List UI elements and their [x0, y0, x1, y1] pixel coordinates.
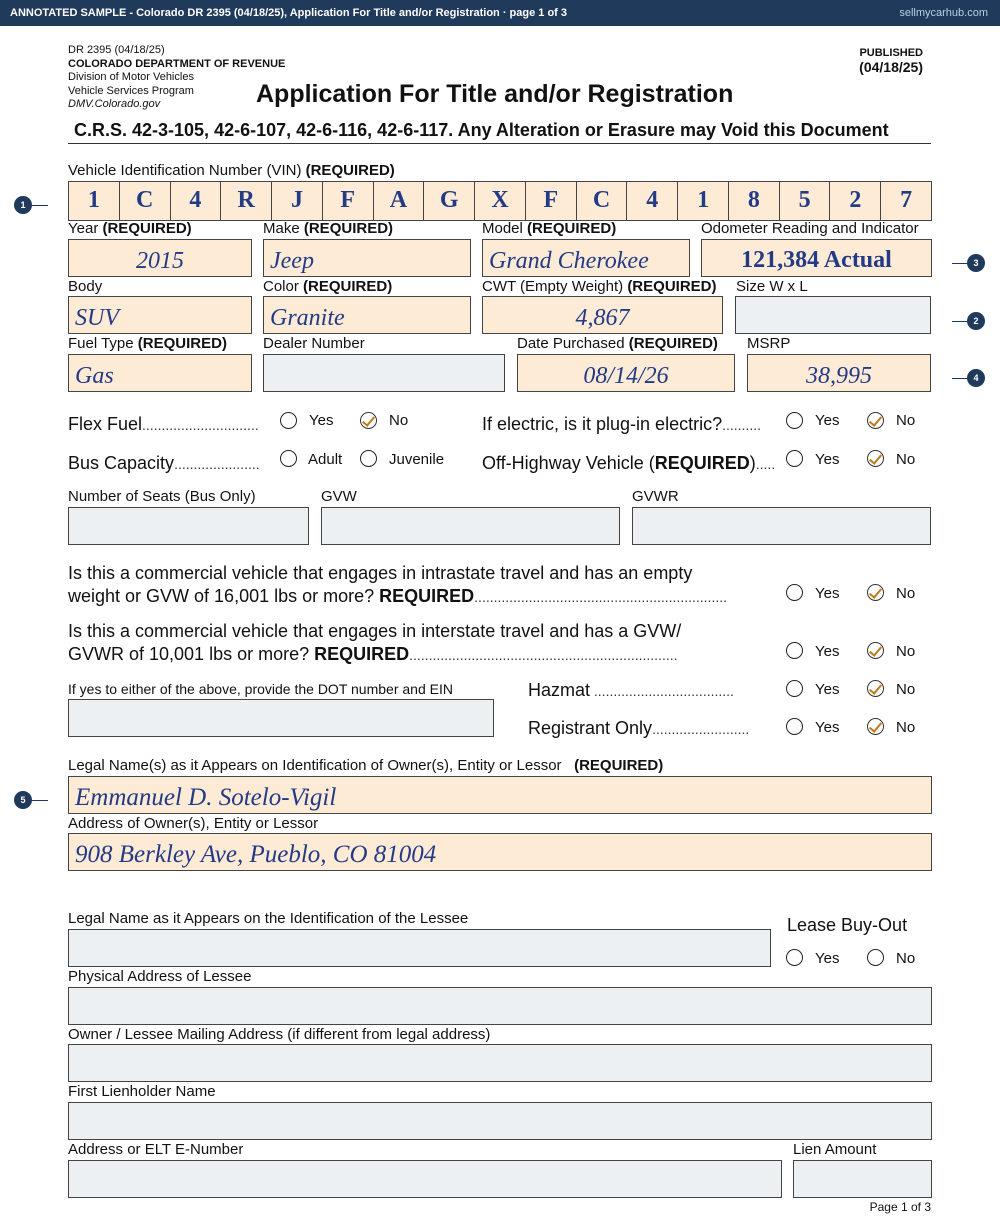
annotation-marker-4[interactable]: 4: [967, 369, 985, 387]
fuel-label: Fuel Type (REQUIRED): [68, 335, 227, 352]
dealer-field[interactable]: [263, 354, 505, 392]
flex-fuel-yes-label: Yes: [309, 412, 334, 429]
date-purchased-value: 08/14/26: [583, 363, 669, 389]
msrp-label: MSRP: [747, 335, 791, 352]
flex-fuel-no-label: No: [389, 412, 409, 429]
annotation-marker-5[interactable]: 5: [14, 791, 32, 809]
form-number: DR 2395 (04/18/25): [68, 44, 165, 56]
banner-title: ANNOTATED SAMPLE - Colorado DR 2395 (04/18/25), Application For Title and/or Registration · page 1 of 3: [10, 7, 568, 19]
body-label: Body: [68, 278, 103, 295]
vin-char-cell[interactable]: C: [577, 182, 628, 220]
gvwr-label: GVWR: [632, 488, 679, 505]
msrp-field[interactable]: [747, 354, 931, 392]
dealer-label: Dealer Number: [263, 335, 365, 352]
annotation-leader-3: [952, 263, 967, 264]
interstate-no-radio[interactable]: [867, 642, 884, 659]
header-divider: [68, 143, 931, 144]
vin-char-cell[interactable]: 8: [729, 182, 780, 220]
flex-fuel-yes-radio[interactable]: [280, 412, 297, 429]
plug-in-yes-label: Yes: [815, 412, 840, 429]
registrant-no-label: No: [896, 719, 916, 736]
lease-buyout-yes-radio[interactable]: [786, 949, 803, 966]
vin-char-cell[interactable]: R: [221, 182, 272, 220]
interstate-no-label: No: [896, 643, 916, 660]
year-label: Year (REQUIRED): [68, 220, 192, 237]
vin-char-cell[interactable]: G: [424, 182, 475, 220]
year-value: 2015: [136, 248, 184, 274]
annotation-leader-5: [32, 800, 48, 801]
lien-amount-label: Lien Amount: [793, 1141, 877, 1158]
hazmat-no-label: No: [896, 681, 916, 698]
color-label: Color (REQUIRED): [263, 278, 393, 295]
cwt-field[interactable]: [482, 296, 723, 334]
lease-buyout-no-radio[interactable]: [867, 949, 884, 966]
bus-juvenile-label: Juvenile: [389, 451, 445, 468]
flex-fuel-question: Flex Fuel..............................: [68, 414, 259, 434]
page-title: Application For Title and/or Registration: [256, 80, 734, 108]
make-value: Jeep: [270, 248, 314, 274]
off-highway-yes-radio[interactable]: [786, 450, 803, 467]
vin-char-cell[interactable]: 1: [69, 182, 120, 220]
published-date: (04/18/25): [859, 59, 923, 75]
lien-address-field[interactable]: [68, 1160, 782, 1198]
color-value: Granite: [270, 305, 345, 331]
lease-buyout-yes-label: Yes: [815, 950, 840, 967]
lease-buyout-label: Lease Buy-Out: [787, 915, 908, 935]
hazmat-yes-label: Yes: [815, 681, 840, 698]
hazmat-yes-radio[interactable]: [786, 680, 803, 697]
lienholder-name-field[interactable]: [68, 1102, 932, 1140]
vin-char-cell[interactable]: F: [526, 182, 577, 220]
interstate-yes-radio[interactable]: [786, 642, 803, 659]
bus-adult-radio[interactable]: [280, 450, 297, 467]
odometer-field[interactable]: [701, 239, 932, 277]
intrastate-yes-label: Yes: [815, 585, 840, 602]
vin-char-cell[interactable]: 2: [830, 182, 881, 220]
top-banner: [0, 0, 1000, 26]
vin-field[interactable]: [68, 181, 932, 221]
off-highway-yes-label: Yes: [815, 451, 840, 468]
owner-address-value: 908 Berkley Ave, Pueblo, CO 81004: [75, 841, 437, 868]
dot-ein-label: If yes to either of the above, provide the DOT number and EIN: [68, 681, 453, 697]
bus-adult-label: Adult: [308, 451, 343, 468]
program-name: Vehicle Services Program: [68, 84, 194, 97]
fuel-value: Gas: [75, 363, 114, 389]
registrant-yes-label: Yes: [815, 719, 840, 736]
model-label: Model (REQUIRED): [482, 220, 617, 237]
agency-block: [68, 44, 285, 112]
gvw-field[interactable]: [321, 507, 620, 545]
body-field[interactable]: [68, 296, 252, 334]
cwt-label: CWT (Empty Weight) (REQUIRED): [482, 278, 717, 295]
seats-field[interactable]: [68, 507, 309, 545]
owner-name-field[interactable]: [68, 776, 932, 814]
plug-in-yes-radio[interactable]: [786, 412, 803, 429]
off-highway-no-radio[interactable]: [867, 450, 884, 467]
model-value: Grand Cherokee: [489, 248, 649, 274]
vin-char-cell[interactable]: 4: [627, 182, 678, 220]
owner-name-value: Emmanuel D. Sotelo-Vigil: [75, 784, 337, 811]
plug-in-no-label: No: [896, 412, 916, 429]
off-highway-question: Off-Highway Vehicle (REQUIRED).....: [482, 453, 776, 473]
mailing-address-label: Owner / Lessee Mailing Address (if different from legal address): [68, 1026, 491, 1043]
hazmat-question: Hazmat ....................................: [528, 680, 734, 700]
department-name: COLORADO DEPARTMENT OF REVENUE: [68, 57, 286, 70]
color-field[interactable]: [263, 296, 471, 334]
owner-name-label: Legal Name(s) as it Appears on Identification of Owner(s), Entity or Lessor (REQUIRED): [68, 757, 664, 774]
mailing-address-field[interactable]: [68, 1044, 932, 1082]
plug-in-no-radio[interactable]: [867, 412, 884, 429]
off-highway-no-label: No: [896, 451, 916, 468]
annotation-leader-2: [952, 321, 967, 322]
cwt-value: 4,867: [575, 305, 630, 331]
date-purchased-label: Date Purchased (REQUIRED): [517, 335, 718, 352]
dot-ein-field[interactable]: [68, 699, 494, 737]
lien-address-label: Address or ELT E-Number: [68, 1141, 244, 1158]
lessee-name-field[interactable]: [68, 929, 771, 967]
make-field[interactable]: [263, 239, 471, 277]
size-field[interactable]: [735, 296, 931, 334]
odometer-value: 121,384 Actual: [741, 247, 892, 273]
model-field[interactable]: [482, 239, 690, 277]
annotation-marker-1[interactable]: 1: [14, 196, 32, 214]
vin-char-cell[interactable]: 4: [171, 182, 222, 220]
body-value: SUV: [75, 305, 119, 331]
intrastate-no-label: No: [896, 585, 916, 602]
bus-capacity-question: Bus Capacity......................: [68, 453, 260, 473]
published-block: [859, 47, 923, 75]
annotation-marker-3[interactable]: 3: [967, 254, 985, 272]
owner-address-label: Address of Owner(s), Entity or Lessor: [68, 815, 319, 832]
interstate-question: Is this a commercial vehicle that engages in interstate travel and has a GVW/ GVWR of 10,001 lbs or more? REQUIRED.....................................................................: [68, 621, 682, 664]
odometer-label: Odometer Reading and Indicator: [701, 220, 919, 237]
fuel-field[interactable]: [68, 354, 252, 392]
interstate-yes-label: Yes: [815, 643, 840, 660]
vin-char-cell[interactable]: F: [323, 182, 374, 220]
size-label: Size W x L: [736, 278, 808, 295]
make-label: Make (REQUIRED): [263, 220, 394, 237]
statute-line: C.R.S. 42-3-105, 42-6-107, 42-6-116, 42-6-117. Any Alteration or Erasure may Void this Document: [74, 120, 889, 140]
owner-address-field[interactable]: [68, 833, 932, 871]
lien-amount-field[interactable]: [793, 1160, 932, 1198]
lessee-physical-field[interactable]: [68, 987, 932, 1025]
vin-char-cell[interactable]: X: [475, 182, 526, 220]
plug-in-question: If electric, is it plug-in electric?..........: [482, 414, 761, 434]
website-link[interactable]: DMV.Colorado.gov: [68, 98, 161, 110]
intrastate-yes-radio[interactable]: [786, 584, 803, 601]
registrant-yes-radio[interactable]: [786, 718, 803, 735]
division-name: Division of Motor Vehicles: [68, 71, 194, 83]
gvw-label: GVW: [321, 488, 357, 505]
lienholder-name-label: First Lienholder Name: [68, 1083, 216, 1100]
date-purchased-field[interactable]: [517, 354, 735, 392]
annotation-leader-1: [32, 205, 48, 206]
registrant-no-radio[interactable]: [867, 718, 884, 735]
intrastate-no-radio[interactable]: [867, 584, 884, 601]
vin-label: Vehicle Identification Number (VIN) (REQUIRED): [68, 162, 395, 179]
lessee-physical-label: Physical Address of Lessee: [68, 968, 252, 985]
seats-label: Number of Seats (Bus Only): [68, 488, 256, 505]
gvwr-field[interactable]: [632, 507, 931, 545]
flex-fuel-no-radio[interactable]: [360, 412, 377, 429]
lease-buyout-no-label: No: [896, 950, 916, 967]
vin-char-cell[interactable]: 1: [678, 182, 729, 220]
page-number: Page 1 of 3: [869, 1200, 931, 1214]
banner-site-link[interactable]: sellmycarhub.com: [899, 7, 988, 19]
hazmat-no-radio[interactable]: [867, 680, 884, 697]
year-field[interactable]: [68, 239, 252, 277]
registrant-only-question: Registrant Only.........................: [528, 718, 750, 738]
annotation-marker-2[interactable]: 2: [967, 312, 985, 330]
vin-char-cell[interactable]: J: [272, 182, 323, 220]
bus-juvenile-radio[interactable]: [360, 450, 377, 467]
vin-char-cell[interactable]: 5: [780, 182, 831, 220]
intrastate-question: Is this a commercial vehicle that engages in intrastate travel and has an empty weight or GVW of 16,001 lbs or more? REQUIRED.................................................................: [68, 563, 727, 606]
vin-char-cell[interactable]: 7: [900, 187, 913, 213]
lessee-name-label: Legal Name as it Appears on the Identification of the Lessee: [68, 910, 469, 927]
vin-char-cell[interactable]: A: [374, 182, 425, 220]
annotation-leader-4: [952, 378, 967, 379]
msrp-value: 38,995: [806, 363, 872, 389]
published-label: PUBLISHED: [859, 47, 923, 59]
vin-char-cell[interactable]: C: [120, 182, 171, 220]
